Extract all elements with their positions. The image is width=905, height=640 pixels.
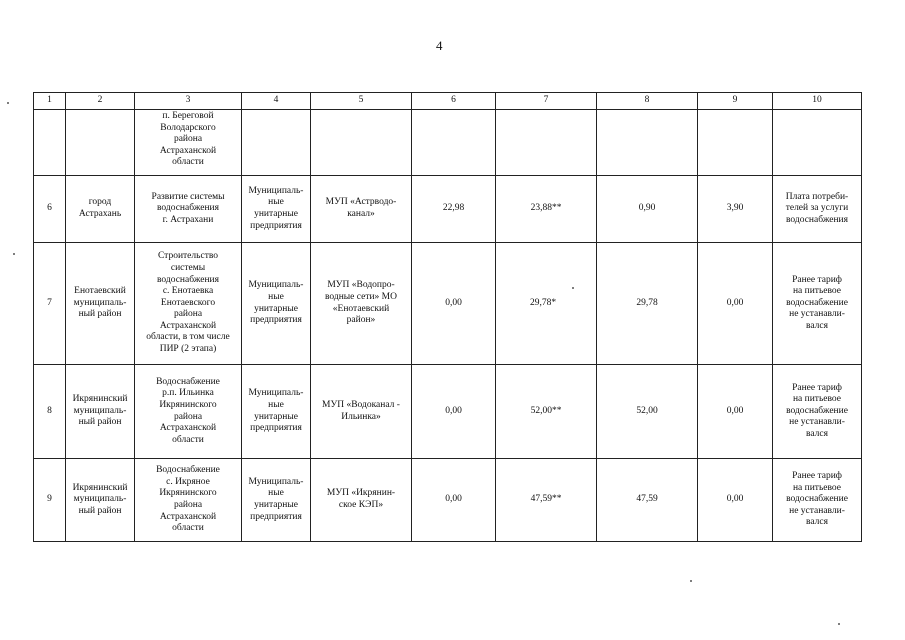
territory-cell: Енотаевский муниципаль- ный район xyxy=(66,243,135,365)
value-cell: 47,59** xyxy=(496,459,597,542)
note-cell: Ранее тариф на питьевое водоснабжение не устанавли- вался xyxy=(773,365,862,459)
header-cell: 7 xyxy=(496,93,597,110)
territory-cell: Икрянинский муниципаль- ный район xyxy=(66,459,135,542)
header-cell: 9 xyxy=(698,93,773,110)
row-number-cell: 6 xyxy=(34,176,66,243)
value-cell: 0,00 xyxy=(412,243,496,365)
value-cell: 22,98 xyxy=(412,176,496,243)
value-cell: 0,90 xyxy=(597,176,698,243)
scan-speck xyxy=(572,287,574,289)
org-type-cell xyxy=(242,110,311,176)
territory-cell xyxy=(66,110,135,176)
value-cell: 0,00 xyxy=(412,459,496,542)
organization-cell: МУП «Икрянин- ское КЭП» xyxy=(311,459,412,542)
project-cell: Строительство системы водоснабжения с. Енотаевка Енотаевского района Астраханской области, в том числе ПИР (2 этапа) xyxy=(135,243,242,365)
table-row xyxy=(34,110,862,176)
territory-cell: Икрянинский муниципаль- ный район xyxy=(66,365,135,459)
value-cell: 3,90 xyxy=(698,176,773,243)
header-cell: 4 xyxy=(242,93,311,110)
project-cell: Водоснабжение с. Икряное Икрянинского района Астраханской области xyxy=(135,459,242,542)
page-number: 4 xyxy=(436,38,443,53)
value-cell: 52,00 xyxy=(597,365,698,459)
row-number-cell: 9 xyxy=(34,459,66,542)
row-number-cell: 8 xyxy=(34,365,66,459)
org-type-cell: Муниципаль- ные унитарные предприятия xyxy=(242,176,311,243)
header-cell: 6 xyxy=(412,93,496,110)
value-cell: 0,00 xyxy=(698,243,773,365)
value-cell xyxy=(496,110,597,176)
value-cell: 23,88** xyxy=(496,176,597,243)
scan-speck xyxy=(838,623,840,625)
org-type-cell: Муниципаль- ные унитарные предприятия xyxy=(242,243,311,365)
header-cell: 5 xyxy=(311,93,412,110)
header-cell: 2 xyxy=(66,93,135,110)
project-cell: п. Береговой Володарского района Астраханской области xyxy=(135,110,242,176)
value-cell: 29,78 xyxy=(597,243,698,365)
table-row xyxy=(34,459,862,542)
note-cell: Ранее тариф на питьевое водоснабжение не устанавли- вался xyxy=(773,459,862,542)
header-cell: 3 xyxy=(135,93,242,110)
header-cell: 10 xyxy=(773,93,862,110)
scan-speck xyxy=(7,102,9,104)
value-cell: 0,00 xyxy=(698,365,773,459)
organization-cell: МУП «Водоканал - Ильинка» xyxy=(311,365,412,459)
value-cell: 52,00** xyxy=(496,365,597,459)
header-cell: 8 xyxy=(597,93,698,110)
table-row xyxy=(34,365,862,459)
organization-cell xyxy=(311,110,412,176)
organization-cell: МУП «Водопро- водные сети» МО «Енотаевский район» xyxy=(311,243,412,365)
row-number-cell: 7 xyxy=(34,243,66,365)
note-cell: Плата потреби- телей за услуги водоснабжения xyxy=(773,176,862,243)
territory-cell: город Астрахань xyxy=(66,176,135,243)
value-cell: 0,00 xyxy=(412,365,496,459)
value-cell xyxy=(412,110,496,176)
project-cell: Развитие системы водоснабжения г. Астрахани xyxy=(135,176,242,243)
value-cell xyxy=(698,110,773,176)
value-cell xyxy=(597,110,698,176)
row-number-cell xyxy=(34,110,66,176)
table-row xyxy=(34,243,862,365)
data-table xyxy=(33,92,862,542)
table-header-row xyxy=(34,93,862,110)
scan-speck xyxy=(690,580,692,582)
value-cell: 0,00 xyxy=(698,459,773,542)
scan-speck xyxy=(13,253,15,255)
table-row xyxy=(34,176,862,243)
organization-cell: МУП «Астрводо- канал» xyxy=(311,176,412,243)
note-cell: Ранее тариф на питьевое водоснабжение не устанавли- вался xyxy=(773,243,862,365)
value-cell: 47,59 xyxy=(597,459,698,542)
header-cell: 1 xyxy=(34,93,66,110)
note-cell xyxy=(773,110,862,176)
org-type-cell: Муниципаль- ные унитарные предприятия xyxy=(242,365,311,459)
project-cell: Водоснабжение р.п. Ильинка Икрянинского района Астраханской области xyxy=(135,365,242,459)
value-cell: 29,78* xyxy=(496,243,597,365)
org-type-cell: Муниципаль- ные унитарные предприятия xyxy=(242,459,311,542)
